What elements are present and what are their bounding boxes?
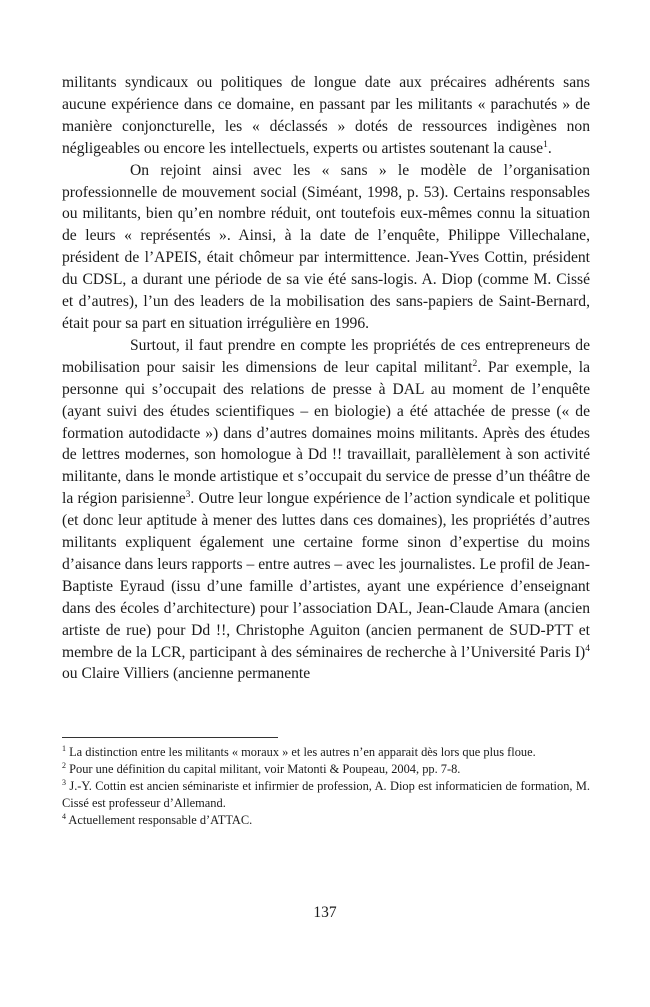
paragraph-text: .	[547, 139, 552, 157]
footnote-number: 4	[62, 812, 66, 822]
footnote-text: Actuellement responsable d’ATTAC.	[68, 813, 253, 828]
body-paragraph	[62, 72, 590, 160]
paragraph-text: On rejoint ainsi avec les « sans » le modèle de l’organisation professionnelle de mouvement social (Siméant, 1998, p. 53). Certains responsables ou militants, bien qu’en nombre réduit, ont toutefois eux-mêmes connu la situation de leurs « représentés ». Ainsi, à la date de l’enquête, Philippe Villechalane, président de l’APEIS, était chômeur par intermittence. Jean-Yves Cottin, président du CDSL, a durant une période de sa vie été sans-logis. A. Diop (comme M. Cissé et d’autres), l’un des leaders de la mobilisation des sans-papiers de Saint-Bernard, était pour sa part en situation irrégulière en 1996.	[62, 161, 590, 332]
paragraph-text: militants syndicaux ou politiques de longue date aux précaires adhérents sans aucune expérience dans ce domaine, en passant par les militants « parachutés » de manière conjoncturelle, les « déclassés » dotés de ressources indigènes non négligeables ou encore les intellectuels, experts ou artistes soutenant la cause	[62, 74, 590, 157]
footnotes	[62, 744, 590, 829]
footnote	[62, 778, 590, 812]
footnote-separator	[62, 737, 278, 738]
paragraph-text: . Outre leur longue expérience de l’action syndicale et politique (et donc leur aptitude à mener des luttes dans ces domaines), les propriétés d’autres militants expliquent également une certaine forme sinon d’expertise du moins d’aisance dans leurs rapports – entre autres – avec les journalistes. Le profil de Jean-Baptiste Eyraud (issu d’une famille d’artistes, ayant une expérience d’enseignant dans des écoles d’architecture) pour l’association DAL, Jean-Claude Amara (ancien artiste de rue) pour Dd !!, Christophe Aguiton (ancien permanent de SUD-PTT et membre de la LCR, participant à des séminaires de recherche à l’Université Paris I)	[62, 490, 591, 661]
footnote-text: J.-Y. Cottin est ancien séminariste et infirmier de profession, A. Diop est informaticien de formation, M. Cissé est professeur d’Allemand.	[62, 779, 590, 811]
body-text	[62, 72, 590, 685]
body-paragraph	[62, 160, 590, 335]
footnote-reference: 1	[543, 139, 548, 150]
footnote-text: La distinction entre les militants « moraux » et les autres n’en apparait dès lors que plus floue.	[69, 745, 536, 760]
page-number: 137	[313, 904, 337, 921]
footnote-reference: 4	[585, 643, 590, 654]
footnote	[62, 812, 590, 829]
footnote-number: 2	[62, 761, 66, 771]
body-paragraph	[62, 335, 590, 686]
footnote-reference: 2	[472, 358, 478, 369]
footnote-number: 1	[62, 744, 66, 754]
paragraph-text: . Par exemple, la personne qui s’occupait des relations de presse à DAL au moment de l’enquête (ayant suivi des études scientifiques – en biologie) a été attachée de presse (« de formation autodidacte ») dans d’autres domaines moins militants. Après des études de lettres modernes, son homologue à Dd !! travaillait, parallèlement à son activité militante, dans le monde artistique et s’occupait du service de presse d’un théâtre de la région parisienne	[62, 358, 590, 508]
footnote-reference: 3	[185, 490, 191, 501]
footnote	[62, 761, 590, 778]
document-page	[62, 72, 590, 829]
footnote-number: 3	[62, 778, 66, 788]
footnote	[62, 744, 590, 761]
footnote-text: Pour une définition du capital militant, voir Matonti & Poupeau, 2004, pp. 7-8.	[69, 762, 461, 777]
paragraph-text: Surtout, il faut prendre en compte les propriétés de ces entrepreneurs de mobilisation pour saisir les dimensions de leur capital militant	[62, 336, 590, 376]
paragraph-text: ou Claire Villiers (ancienne permanente	[62, 665, 311, 683]
